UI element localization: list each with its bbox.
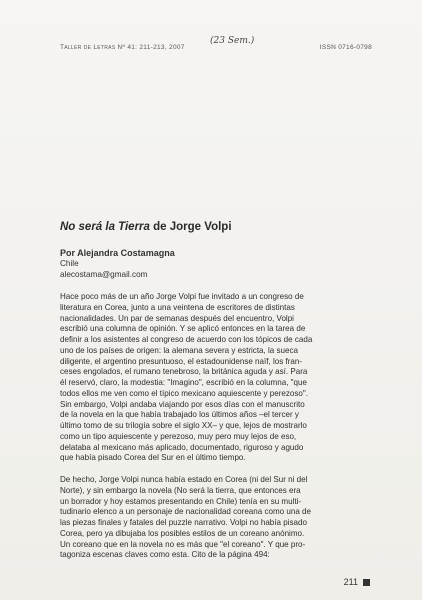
text-line: último tomo de su trilogía sobre el siglo XX– y que, lejos de mostrarlo	[60, 421, 307, 430]
text-line: tagoniza escenas claves como esta. Cito de la página 494:	[60, 550, 270, 560]
text-line: Norte), y sin embargo la novela (No será la tierra, que entonces era	[60, 485, 301, 495]
text-line: todos ellos me ven como el típico mexicano aquiescente y perezoso".	[60, 388, 308, 398]
page-footer	[344, 577, 370, 587]
author-country: Chile	[60, 259, 79, 268]
text-line: como un tipo aquiescente y perezoso, muy pero muy lejos de eso,	[60, 431, 297, 441]
author-affiliation	[60, 259, 148, 280]
text-line: literatura en Corea, junto a una veintena de escritores de distintas	[60, 302, 295, 312]
text-line: definir a los asistentes al congreso de acuerdo con los tópicos de cada	[60, 335, 313, 344]
author-byline: Por Alejandra Costamagna	[60, 248, 175, 258]
text-line: tudinario elenco a un personaje de nacionalidad coreana como una de	[60, 507, 311, 517]
text-line: nacionalidades. Un par de semanas después del encuentro, Volpi	[60, 313, 294, 323]
text-line: Sin embargo, Volpi andaba viajando por esos días con el manuscrito	[60, 399, 305, 409]
text-line: delataba al mexicano más aplicado, documentado, riguroso y agudo	[60, 442, 304, 452]
text-line: Hace poco más de un año Jorge Volpi fue invitado a un congreso de	[60, 292, 304, 301]
text-line: Un coreano que en la novela no es más que "el coreano". Y que pro-	[60, 539, 306, 549]
title-rest: de Jorge Volpi	[149, 221, 232, 233]
issn: ISSN 0716-0798	[319, 44, 372, 51]
handwritten-note: (23 Sem.)	[210, 36, 255, 46]
text-line: Corea, pero ya dibujaba los posibles estilos de un coreano anónimo.	[60, 528, 305, 538]
text-line: escribió una columna de opinión. Y se aplicó entonces en la tarea de	[60, 324, 306, 334]
paragraph-2	[60, 475, 375, 561]
text-line: que había pisado Corea del Sur en el último tiempo.	[60, 453, 246, 463]
text-line: De hecho, Jorge Volpi nunca había estado en Corea (ni del Sur ni del	[60, 475, 308, 484]
text-line: las piezas finales y fatales del puzzle narrativo. Volpi no había pisado	[60, 518, 307, 527]
text-line: un borrador y hoy estamos presentando en Chile) tenía en su multi-	[60, 496, 302, 506]
title-book-name: No será la Tierra	[60, 221, 150, 233]
text-line: diligente, el argentino presuntuoso, el estadounidense naïf, los fran-	[60, 356, 303, 366]
text-line: uno de los países de origen: la alemana severa y estricta, la sueca	[60, 345, 298, 355]
text-line: de la novela en la que había trabajado los últimos años –el tercer y	[60, 410, 299, 420]
text-line: él reservó, claro, la modestia: "Imagino", escribió en la columna, "que	[60, 378, 307, 387]
text-line: ceses engolados, el rumano tenebroso, la británica aguda y así. Para	[60, 367, 308, 377]
page-number: 211	[343, 577, 358, 587]
journal-citation: Taller de Letras Nº 41: 211-213, 2007	[60, 44, 185, 51]
square-marker-icon	[363, 579, 370, 586]
author-email: alecostama@gmail.com	[60, 269, 148, 279]
paragraph-1	[60, 292, 375, 464]
article-title	[60, 221, 372, 233]
